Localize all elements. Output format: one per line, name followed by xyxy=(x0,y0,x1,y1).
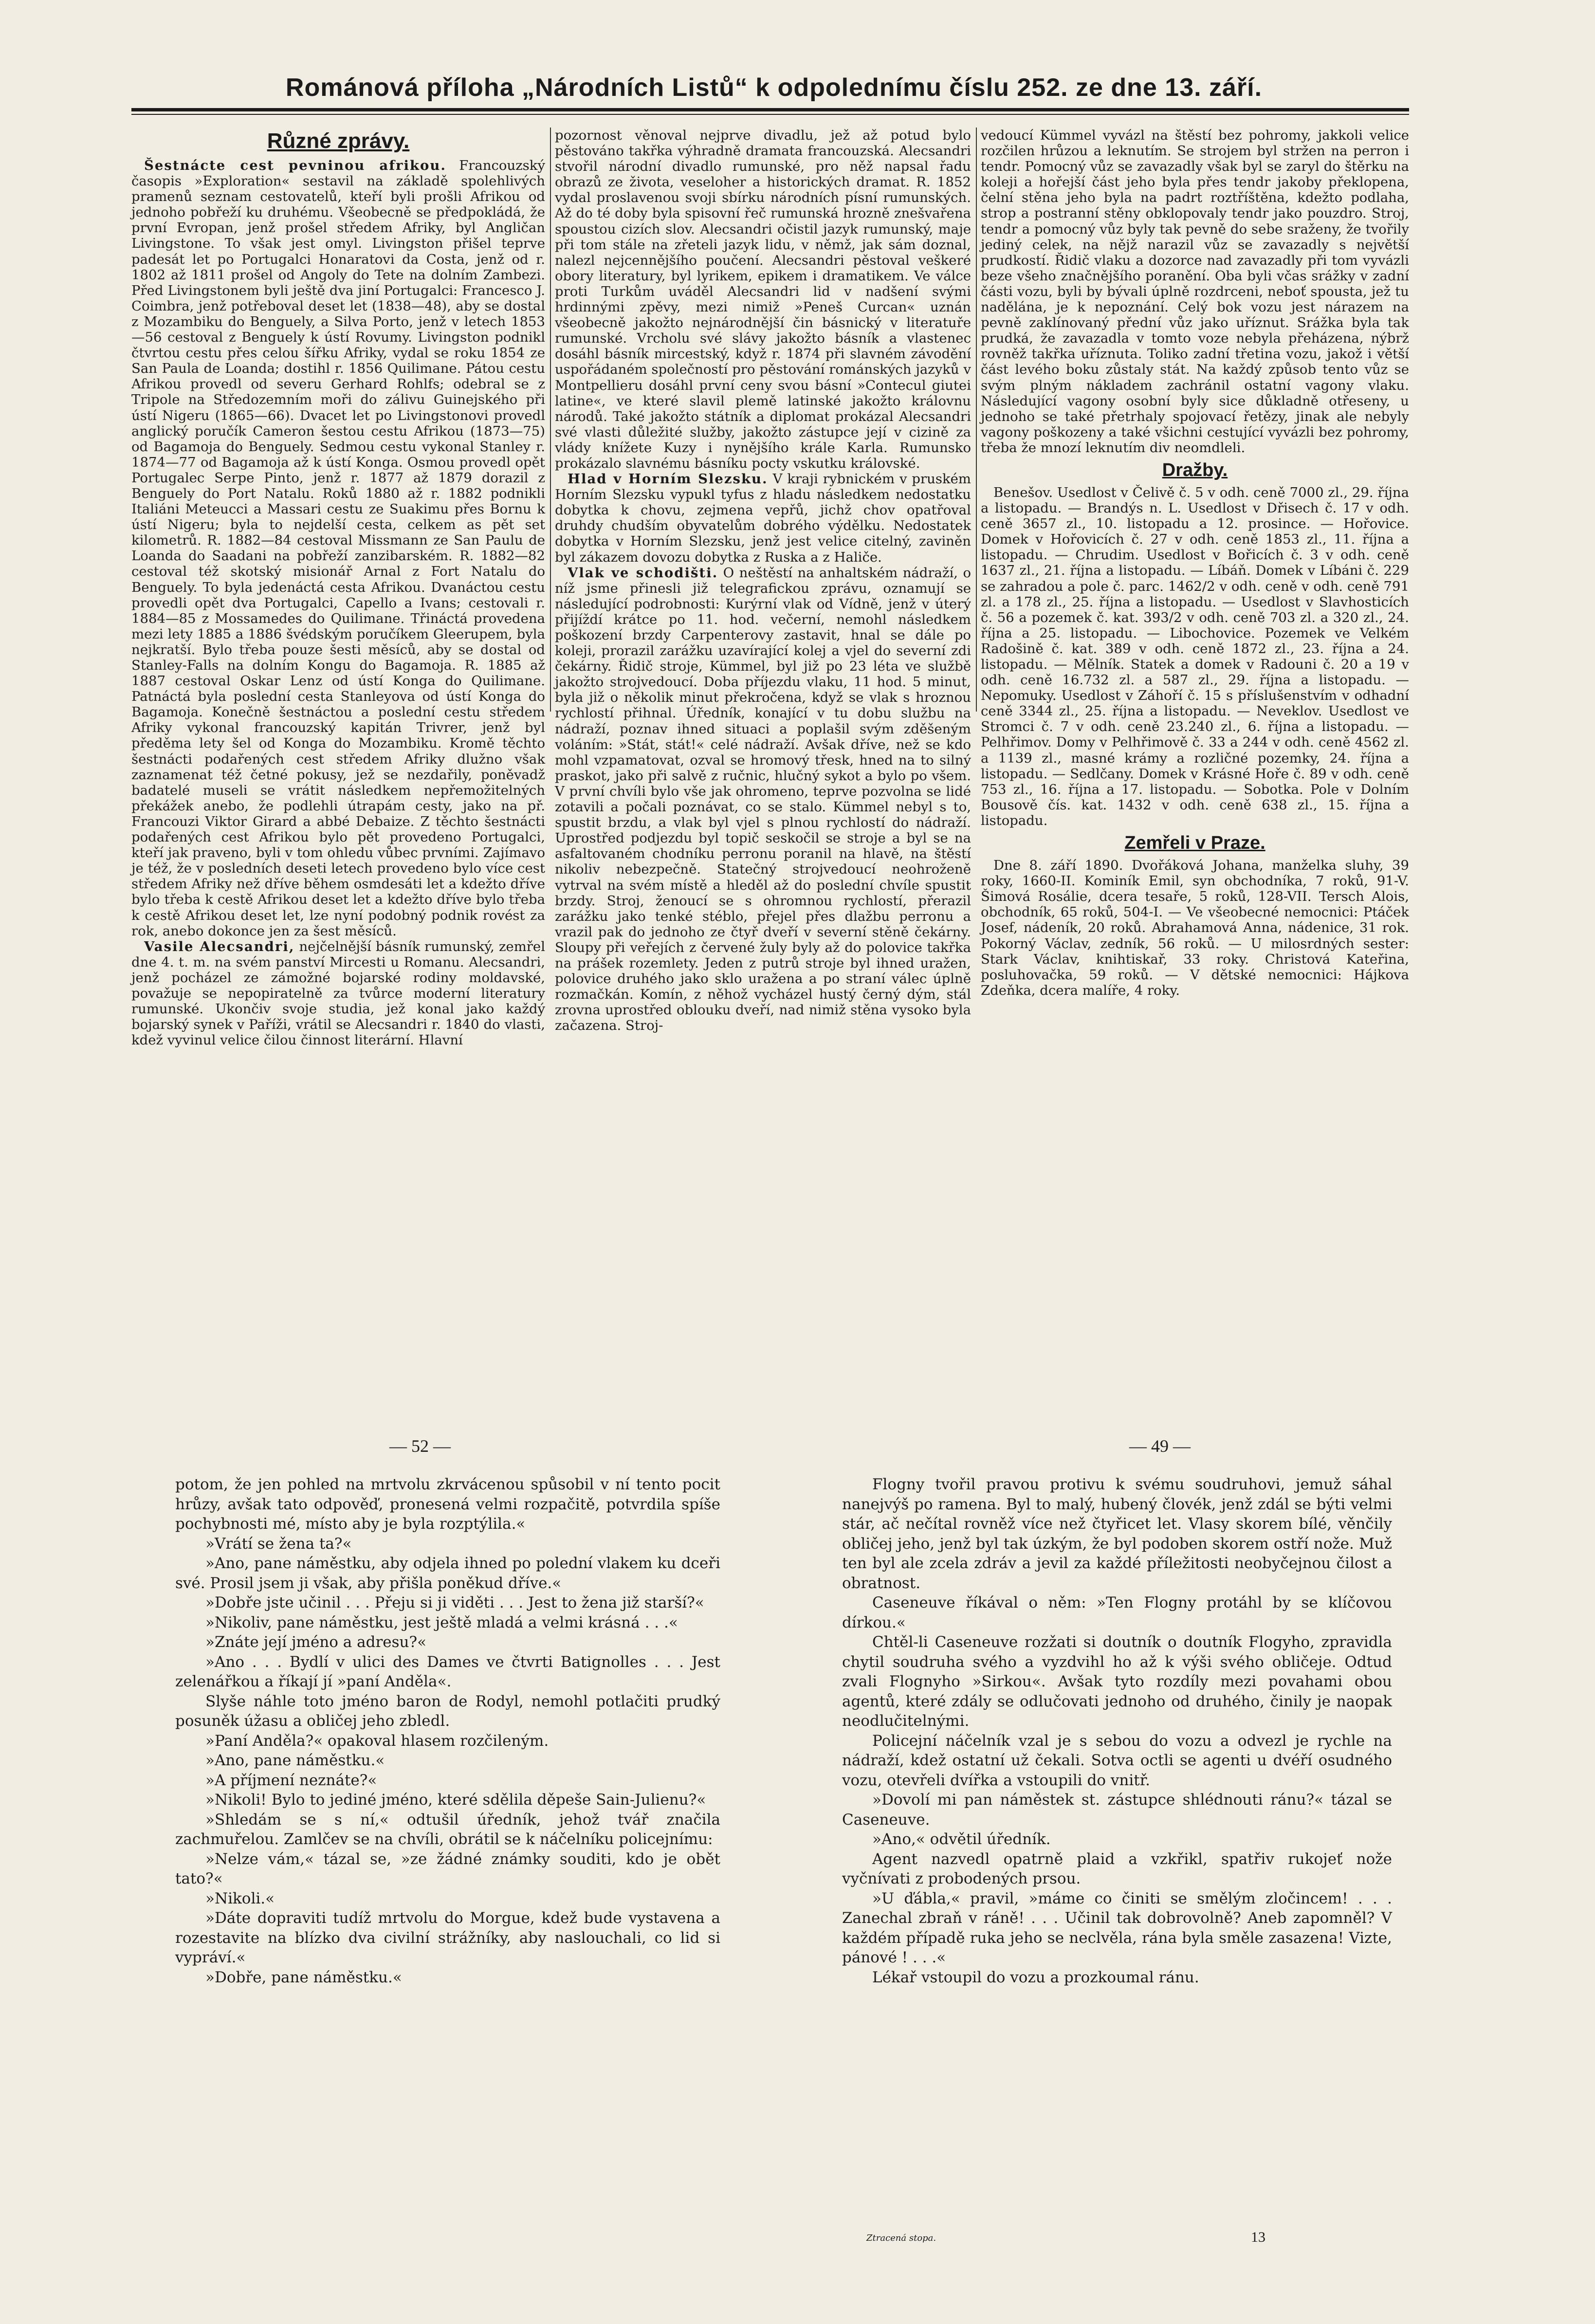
article-text: nejčelnější básník rumunský, zemřel dne 4. t. m. na svém panství Mircesti u Romanu. Alecsandri, jenž pocházel ze zámožné bojarské rodiny moldavské, považuje se nepopiratelně za tvůrce moderní literatury rumunské. Ukončiv svoje studia, jež konal jako každý bojarský synek v Paříži, vrátil se Alecsandri r. 1840 do vlasti, kdež vyvinul velice čilou činnost literární. Hlavní xyxy=(131,938,545,1048)
paragraph: »Ano, pane náměstku, aby odjela ihned po polední vlakem ku dceři své. Prosil jsem ji však, aby přišla poněkud dříve.« xyxy=(175,1555,720,1592)
article-heading: Vasile Alecsandri, xyxy=(144,938,295,954)
column-divider xyxy=(550,128,551,712)
left-page-text xyxy=(175,1475,720,1987)
article-text: pozornost věnoval nejprve divadlu, jež až potud bylo pěstováno takřka výhradně dramata francouzská. Alecsandri stvořil národní divadlo rumunské, pro něž napsal řadu obrazů ze života, veseloher a historických dramat. R. 1852 vydal proslavenou svoji sbírku národních písní rumunských. Až do té doby byla spisovní řeč rumunská hrozně znešvařena spoustou cizích slov. Alecsandri očistil jazyk rumunský, maje při tom stále na zřeteli jazyk lidu, v němž, jak sám doznal, nalezl nejcennějšího poučení. Alecsandri pěstoval veškeré obory literatury, byl lyrikem, epikem i dramatikem. Ve válce proti Turkům uváděl Alecsandri lid v nadšení svými hrdinnými zpěvy, mezi nimiž »Peneš Curcan« uznán všeobecně jakožto nejnárodnější čin básnický v literatuře rumunské. Vrcholu své slávy jakožto básník a vlastenec dosáhl básník mircestský, když r. 1874 při slavném závodění uspořádaném společností pro pěstování románských jazyků v Montpellieru dosáhl první ceny svou básní »Contecul giutei latine«, ve které slavil plemě latinské jakožto královnu národů. Také jakožto státník a diplomat prokázal Alecsandri své vlasti důležité služby, jakožto zástupce její v cizině za vlády knížete Kuzy i nynějšího krále Karla. Rumunsko prokázalo slavnému básníku pocty vskutku královské. xyxy=(555,128,971,471)
paragraph: Agent nazvedl opatrně plaid a vzkřikl, spatřiv rukojeť nože vyčnívati z probodených prsou. xyxy=(842,1850,1392,1887)
paragraph: »Dobře, pane náměstku.« xyxy=(205,1968,402,1986)
zemreli-text: Dne 8. září 1890. Dvořáková Johana, manželka sluhy, 39 roky, 1660-II. Kominík Emil, syn obchodníka, 7 roků, 91-V. Šimová Rosálie, dcera tesaře, 5 roků, 128-VII. Tersch Alois, obchodník, 65 roků, 504-I. — Ve všeobecné nemocnici: Ptáček Josef, nádeník, 20 roků. Abrahamová Anna, nádenice, 31 rok. Pokorný Václav, zedník, 56 roků. — U milosrdných sester: Stark Václav, knihtiskař, 33 roky. Christová Kateřina, posluhovačka, 59 roků. — V dětské nemocnici: Hájkova Zdeňka, dcera malíře, 4 roky. xyxy=(981,858,1409,998)
column-divider xyxy=(976,128,977,712)
drazby-text: Benešov. Usedlost v Čelivě č. 5 v odh. ceně 7000 zl., 29. října a listopadu. — Brandýs n. L. Usedlost v Dřisech č. 17 v odh. ceně 3657 zl., 10. listopadu a 12. prosince. — Hořovice. Domek v Hořovicích č. 27 v odh. ceně 1853 zl., 11. října a listopadu. — Chrudim. Usedlost v Bořicích č. 3 v odh. ceně 1637 zl., 21. října a listopadu. — Líbáň. Domek v Líbáni č. 229 se zahradou a pole č. parc. 1462/2 v odh. ceně v odh. ceně 791 zl. a 178 zl., 25. října a listopadu. — Usedlost v Slavhosticích č. 56 a pozemek č. kat. 393/2 v odh. ceně 703 zl. a 320 zl., 24. října a 25. listopadu. — Libochovice. Pozemek ve Velkém Radošině č. kat. 389 v odh. ceně 1872 zl., 23. října a 24. listopadu. — Mělník. Statek a domek v Radouni č. 20 a 19 v odh. ceně 16.732 zl. a 587 zl., 29. října a listopadu. — Nepomuky. Usedlost v Záhoří č. 15 s příslušenstvím v odhadní ceně 3344 zl., 25. října a listopadu. — Neveklov. Usedlost ve Stromci č. 7 v odh. ceně 23.240 zl., 6. října a listopadu. — Pelhřimov. Domy v Pelhřimově č. 33 a 244 v odh. ceně 4562 zl. a 1139 zl., masné krámy a rozličné pozemky, 24. října a listopadu. — Sedlčany. Domek v Krásné Hoře č. 89 v odh. ceně 753 zl., 16. října a 17. listopadu. — Sobotka. Pole v Dolním Bousově čís. kat. 1432 v odh. ceně 638 zl., 15. října a listopadu. xyxy=(981,484,1409,828)
column-3 xyxy=(981,128,1409,998)
masthead: Románová příloha „Národních Listů“ k odpolednímu číslu 252. ze dne 13. září. xyxy=(285,73,1263,102)
paragraph: »Paní Anděla?« opakoval hlasem rozčileným. xyxy=(205,1732,549,1750)
paragraph: »Ano,« odvětil úředník. xyxy=(872,1830,1051,1848)
article-text: O neštěstí na anhaltském nádraží, o níž jsme přinesli již telegrafickou zprávu, oznamují se následující podrobnosti: Kurýrní vlak od Vídně, jenž v úterý přijíždí krátce po 11. hod. večerní, nemohl následkem poškození brzdy Carpenterovy zastavit, hnal se dále po koleji, prorazil zarážku uzavírající kolej a vjel do severní zdi čekárny. Řidič stroje, Kümmel, byl již po 23 léta ve službě jakožto strojvedoucí. Doba příjezdu vlaku, 11 hod. 5 minut, byla již o několik minut překročena, když se vlak s hroznou rychlostí přihnal. Úředník, konající v tu dobu službu na nádraží, poznav ihned situaci a poplašil svým zděšeným voláním: »Stát, stát!« celé nádraží. Avšak dříve, než se kdo mohl vzpamatovat, ozval se hromový třesk, hned na to silný praskot, jako při salvě z ručnic, hlučný sykot a bylo po všem. V první chvíli bylo vše jak ohromeno, teprve pozvolna se lidé zotavili a počali poznávat, co se stalo. Kümmel nebyl s to, spustit brzdu, a vlak byl vjel s plnou rychlostí do nádraží. Uprostřed podjezdu byl topič seskočil se stroje a byl se na asfaltovaném chodníku perronu poranil na hlavě, na štěstí nikoliv nebezpečně. Statečný strojvedoucí neohroženě vytrval na svém místě a hleděl až do poslední chvíle spustit brzdy. Stroj, ženoucí se s ohromnou rychlostí, přerazil zarážku jako tenké stéblo, přejel přes dlažbu perronu a vrazil pak do jednoho ze čtyř dveří v severní stěně čekárny. Sloupy při veřejích z červené žuly byly až do polovice takřka na prášek rozemlety. Jeden z putrů stroje byl ihned uražen, polovice druhého jako sklo uražena a po straní válec úplně rozmačkán. Komín, z něhož vycházel hustý černý dým, stál zrovna uprostřed oblouku dveří, nad nimiž stěna vysoko byla začazena. Stroj- xyxy=(555,565,971,1034)
section-title: Různé zprávy. xyxy=(267,129,410,153)
column-1 xyxy=(131,128,545,1048)
paragraph: »Nelze vám,« tázal se, »ze žádné známky souditi, kdo je obět tato?« xyxy=(175,1850,720,1887)
paragraph: Chtěl-li Caseneuve rozžati si doutník o doutník Flogyho, zpravidla chytil soudruha svého a vyzdvihl ho až k výši svého obličeje. Odtud zvali Flognyho »Sirkou«. Avšak tyto rozdíly mezi povahami obou agentů, které zdály se odlučovati jednoho od druhého, činily je naopak neodlučitelnými. xyxy=(842,1633,1392,1730)
paragraph: Slyše náhle toto jméno baron de Rodyl, nemohl potlačiti prudký posuněk úžasu a obličej jeho zbledl. xyxy=(175,1692,720,1730)
right-page-folio: 13 xyxy=(1251,2229,1265,2245)
paragraph: »U ďábla,« pravil, »máme co činiti se smělým zločincem! . . . Zanechal zbraň v ráně! . . . Učinil tak dobrovolně? Aneb zapomněl? V každém případě ruka jeho se neclvěla, rána byla směle zasazena! Vizte, pánové ! . . .« xyxy=(842,1889,1392,1966)
right-page-number: — 49 — xyxy=(1129,1436,1191,1456)
paragraph: »Nikoli.« xyxy=(205,1889,275,1907)
paragraph: »Vrátí se žena ta?« xyxy=(205,1535,352,1553)
zemreli-title: Zemřeli v Praze. xyxy=(1124,833,1265,854)
paragraph: potom, že jen pohled na mrtvolu zkrvácenou spůsobil v ní tento pocit hrůzy, avšak tato odpověď, pronesená velmi rozpačitě, potvrdila spíše pochybnosti mé, místo aby je byla rozptýlila.« xyxy=(175,1476,720,1533)
paragraph: »A příjmení neznáte?« xyxy=(205,1771,377,1789)
left-page-number: — 52 — xyxy=(389,1436,451,1456)
right-page-text xyxy=(842,1475,1392,1987)
paragraph: Lékař vstoupil do vozu a prozkoumal ránu. xyxy=(872,1968,1199,1986)
paragraph: »Nikoliv, pane náměstku, jest ještě mladá a velmi krásná . . .« xyxy=(205,1613,678,1631)
paragraph: »Dovolí mi pan náměstek st. zástupce shlédnouti ránu?« tázal se Caseneuve. xyxy=(842,1791,1392,1829)
drazby-title: Dražby. xyxy=(1162,459,1228,480)
paragraph: »Dobře jste učinil . . . Přeju si ji viděti . . . Jest to žena již starší?« xyxy=(205,1594,704,1611)
paragraph: »Dáte dopraviti tudíž mrtvolu do Morgue, kdež bude vystavena a rozestavite na blízko dva civilní strážníky, aby naslouchali, co lid si vypráví.« xyxy=(175,1909,720,1966)
paragraph: »Shledám se s ní,« odtušil úředník, jehož tvář značila zachmuřelou. Zamlčev se na chvíli, obrátil se k náčelníku policejnímu: xyxy=(175,1811,720,1848)
article-heading: Vlak ve schodišti. xyxy=(568,565,718,581)
article-text: vedoucí Kümmel vyvázl na štěstí bez pohromy, jakkoli velice rozčilen hrůzou a leknutím. Se strojem byl stržen na perron i tendr. Pomocný vůz se zavazadly však byl se zaryl do štěrku na koleji a hořejší část jeho byla přes tendr jakoby překlopena, čelní stěna jeho byla na padrt roztříštěna, kdežto podlaha, strop a postranní stěny obklopovaly tendr jako pouzdro. Stroj, tendr a pomocný vůz byly tak pevně do sebe sraženy, že tvořily jediný celek, na nějž narazil vůz se zavazadly s největší prudkostí. Řidič vlaku a dozorce nad zavazadly při tom vyvázli beze všeho značnějšího poranění. Oba byli včas srážky v zadní části vozu, byli by bývali úplně rozdrceni, neboť spousta, jež tu nadělána, je k nepoznání. Celý bok vozu jest nárazem na pevně zaklínovaný přední vůz jako uříznut. Srážka byla tak prudká, že zavazadla v tomto voze nebyla přeházena, nýbrž rovněž takřka uříznuta. Toliko zadní třetina vozu, jakož i větší část levého boku zůstaly stát. Na každý způsob tento vůz se svým plným nákladem zachránil ostatní vagony vlaku. Následující vagony osobní byly sice důkladně otřeseny, u jednoho se také přetrhaly spojovací řetězy, jinak ale nebyly vagony poškozeny a také všichni cestující vyvázli bez pohromy, třeba že mnozí leknutím div neomdleli. xyxy=(981,128,1409,456)
article-heading: Hlad v Horním Slezsku. xyxy=(568,471,768,487)
paragraph: »Znáte její jméno a adresu?« xyxy=(205,1633,427,1651)
article-text: Francouzský časopis »Exploration« sestavil na základě spolehlivých pramenů seznam cestovatelů, kteří byli prošli Afrikou od jednoho pobřeží ku druhému. Všeobecně se předpokládá, že první Evropan, jenž prošel středem Afriky, byl Angličan Livingstone. To však jest omyl. Livingston přišel teprve padesát let po Portugalci Honaratovi da Costa, jenž od r. 1802 až 1811 prošel od Angoly do Tete na dolním Zambezi. Před Livingstonem byli ještě dva jiní Portugalci: Francesco J. Coimbra, jenž potřeboval deset let (1838—48), aby se dostal z Mozambiku do Benguely, a Silva Porto, jenž v letech 1853—56 cestoval z Benguely k ústí Rovumy. Livingston podnikl čtvrtou cestu přes celou šířku Afriky, vydal se roku 1854 ze San Paula de Loanda; dostihl r. 1856 Quilimane. Pátou cestu Afrikou provedl od severu Gerhard Rohlfs; odebral se z Tripole na Středozemním moři do zálivu Guinejského při ústí Nigeru (1865—66). Dvacet let po Livingstonovi provedl anglický poručík Cameron šestou cestu Afrikou (1873—75) od Bagamoja do Benguely. Sedmou cestu vykonal Stanley r. 1874—77 od Bagamoja až k ústí Konga. Osmou provedl opět Portugalec Serpe Pinto, jenž r. 1877 až 1879 dorazil z Benguely do Port Natalu. Roků 1880 až r. 1882 podnikli Italiáni Meteucci a Massari cestu ze Suakimu přes Bornu k ústí Nigeru; byla to nejdelší cesta, celkem as pět set kilometrů. R. 1882—84 cestoval Missmann ze San Paulu de Loanda do Saadani na pobřeží zanzibarském. R. 1882—82 cestoval též skotský misionář Arnal z Fort Natalu do Benguely. To byla jedenáctá cesta Afrikou. Dvanáctou cestu provedli opět dva Portugalci, Capello a Ivans; cestovali r. 1884—85 z Mossamedes do Quilimane. Třináctá provedena mezi lety 1885 a 1886 švédským poručíkem Gleerupem, byla nejkratší. Bylo třeba pouze šesti měsíců, aby se dostal od Stanley-Falls na dolním Kongu do Bagamoja. R. 1885 až 1887 cestoval Oskar Lenz od ústí Konga do Quilimane. Patnáctá byla poslední cesta Stanleyova od ústí Konga do Bagamoja. Konečně šestnáctou a poslední cestu středem Afriky vykonal francouzský kapitán Trivrer, jenž byl předěma lety šel od Konga do Mozambiku. Kromě těchto šestnácti podařených cest středem Afriky dlužno však zaznamenat též četné pokusy, jež se nezdařily, poněvadž badatelé museli se vrátit následkem nepřemožitelných překážek anebo, že podlehli útrapám cesty, jako na př. Francouzi Viktor Girard a abbé Debaize. Z těchto šestnácti podařených cest Afrikou bylo pět provedeno Portugalci, kteří jak praveno, byli v tom ohledu vůbec prvními. Zajímavo je též, že v posledních deseti letech provedeno bylo více cest středem Afriky než dříve během osmdesáti let a kdežto dříve bylo třeba k cestě Afrikou deset let a kdežto dříve bylo třeba k cestě Afrikou deset let, lze nyní podobný podnik rovést za rok, anebo dokonce jen za šest měsíců. xyxy=(131,158,545,939)
paragraph: Policejní náčelník vzal je s sebou do vozu a odvezl je rychle na nádraží, kdež ostatní už čekali. Sotva octli se agenti u dvéří osudného vozu, otevřeli dvířka a vstoupili do vnitř. xyxy=(842,1732,1392,1789)
right-page-signature: Ztracená stopa. xyxy=(866,2233,936,2243)
masthead-rule-thin xyxy=(131,114,1409,115)
paragraph: Caseneuve říkával o něm: »Ten Flogny protáhl by se klíčovou dírkou.« xyxy=(842,1594,1392,1631)
article-text: V kraji rybnickém v pruském Horním Slezsku vypukl tyfus z hladu následkem nedostatku dobytka k chovu, zejmena vepřů, jichž chov opatřoval druhdy chudším obyvatelům dobrého výdělku. Nedostatek dobytka v Horním Slezsku, jenž jest velice citelný, zaviněn byl zákazem dovozu dobytka z Ruska a z Haliče. xyxy=(555,471,971,565)
paragraph: Flogny tvořil pravou protivu k svému soudruhovi, jemuž sáhal nanejvýš po ramena. Byl to malý, hubený človék, jenž zdál se býti velmi stár, ač nečítal rovněž více než čtyřicet let. Vlasy skorem bílé, věnčily obličej jeho, jenž byl tak úzkým, že byl podoben skorem ostří nože. Muž ten byl ale zcela zdráv a jevil za každé příležitosti neobyčejnou čilost a obratnost. xyxy=(842,1476,1392,1592)
paragraph: »Ano, pane náměstku.« xyxy=(205,1752,385,1769)
masthead-rule-thick xyxy=(131,108,1409,111)
column-2 xyxy=(555,128,971,1033)
paragraph: »Nikoli! Bylo to jediné jméno, které sdělila děpeše Sain-Julienu?« xyxy=(205,1791,706,1809)
article-heading: Šestnácte cest pevninou afrikou. xyxy=(144,158,446,173)
paragraph: »Ano . . . Bydlí v ulici des Dames ve čtvrti Batignolles . . . Jest zelenářkou a říkají jí »paní Anděla«. xyxy=(175,1653,720,1690)
